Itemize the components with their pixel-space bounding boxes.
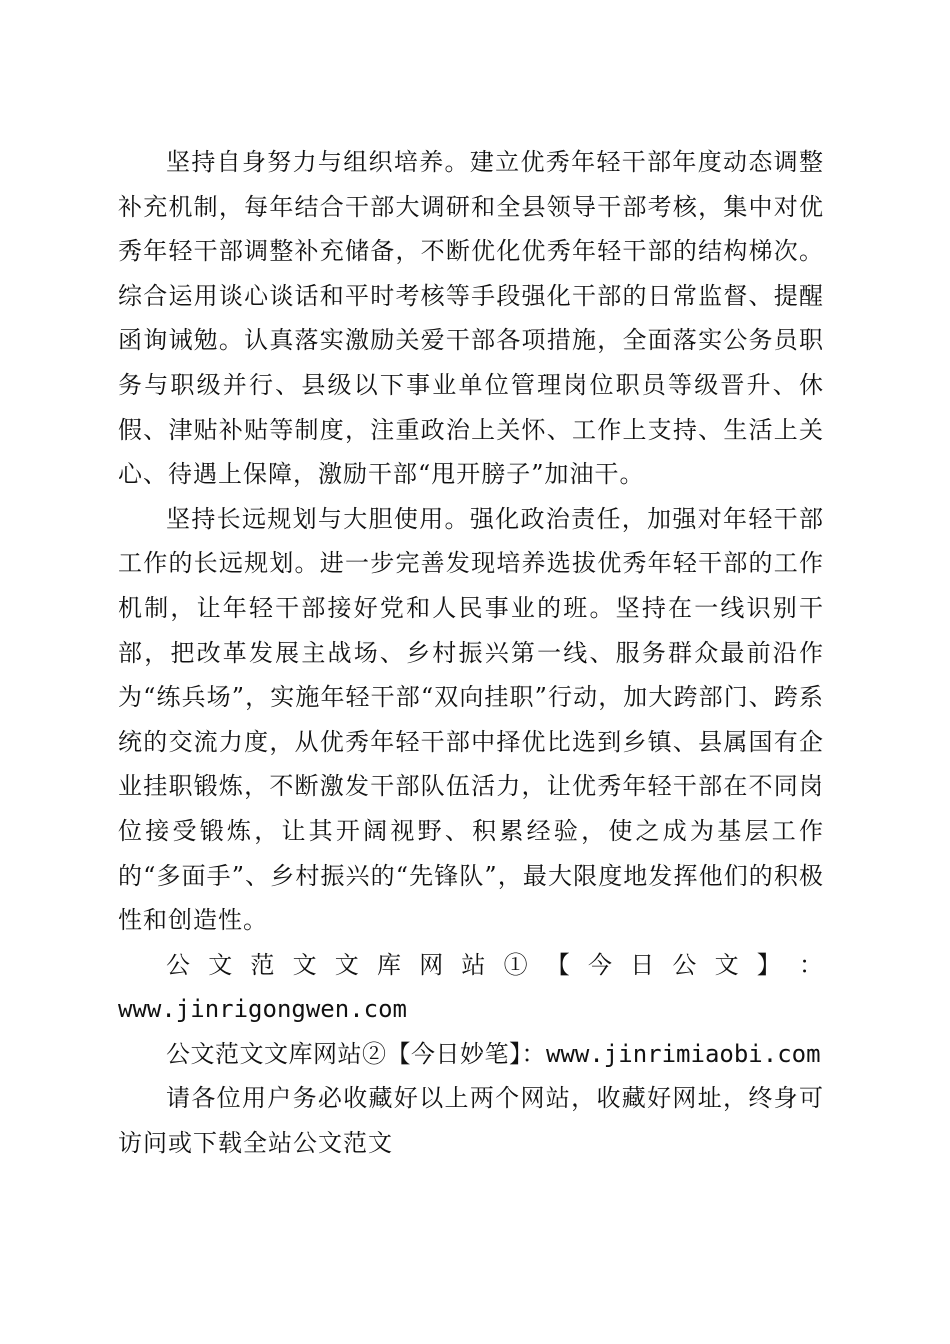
paragraph-1: 坚持自身努力与组织培养。建立优秀年轻干部年度动态调整补充机制，每年结合干部大调研和全县领导干部考核，集中对优秀年轻干部调整补充储备，不断优化优秀年轻干部的结构梯次。综合运用谈心谈话和平时考核等手段强化干部的日常监督、提醒函询诫勉。认真落实激励关爱干部各项措施，全面落实公务员职务与职级并行、县级以下事业单位管理岗位职员等级晋升、休假、津贴补贴等制度，注重政治上关怀、工作上支持、生活上关心、待遇上保障，激励干部“甩开膀子”加油干。 <box>118 148 824 489</box>
notice-paragraph: 请各位用户务必收藏好以上两个网站，收藏好网址，终身可访问或下载全站公文范文 <box>118 1084 824 1158</box>
site2-label: 公文范文文库网站②【今日妙笔】： <box>166 1039 546 1068</box>
site1-label: 公 文 范 文 文 库 网 站 ① 【 今 日 公 文 】 ： <box>166 950 824 979</box>
site1-url: www.jinrigongwen.com <box>118 995 407 1024</box>
paragraph-2: 坚持长远规划与大胆使用。强化政治责任，加强对年轻干部工作的长远规划。进一步完善发现培养选拔优秀年轻干部的工作机制，让年轻干部接好党和人民事业的班。坚持在一线识别干部，把改革发展主战场、乡村振兴第一线、服务群众最前沿作为“练兵场”，实施年轻干部“双向挂职”行动，加大跨部门、跨系统的交流力度，从优秀年轻干部中择优比选到乡镇、县属国有企业挂职锻炼，不断激发干部队伍活力，让优秀年轻干部在不同岗位接受锻炼，让其开阔视野、积累经验，使之成为基层工作的“多面手”、乡村振兴的“先锋队”，最大限度地发挥他们的积极性和创造性。 <box>118 504 824 935</box>
document-page <box>118 140 824 1166</box>
site2-url: www.jinrimiaobi.com <box>546 1039 821 1068</box>
site2-line <box>118 1032 824 1077</box>
